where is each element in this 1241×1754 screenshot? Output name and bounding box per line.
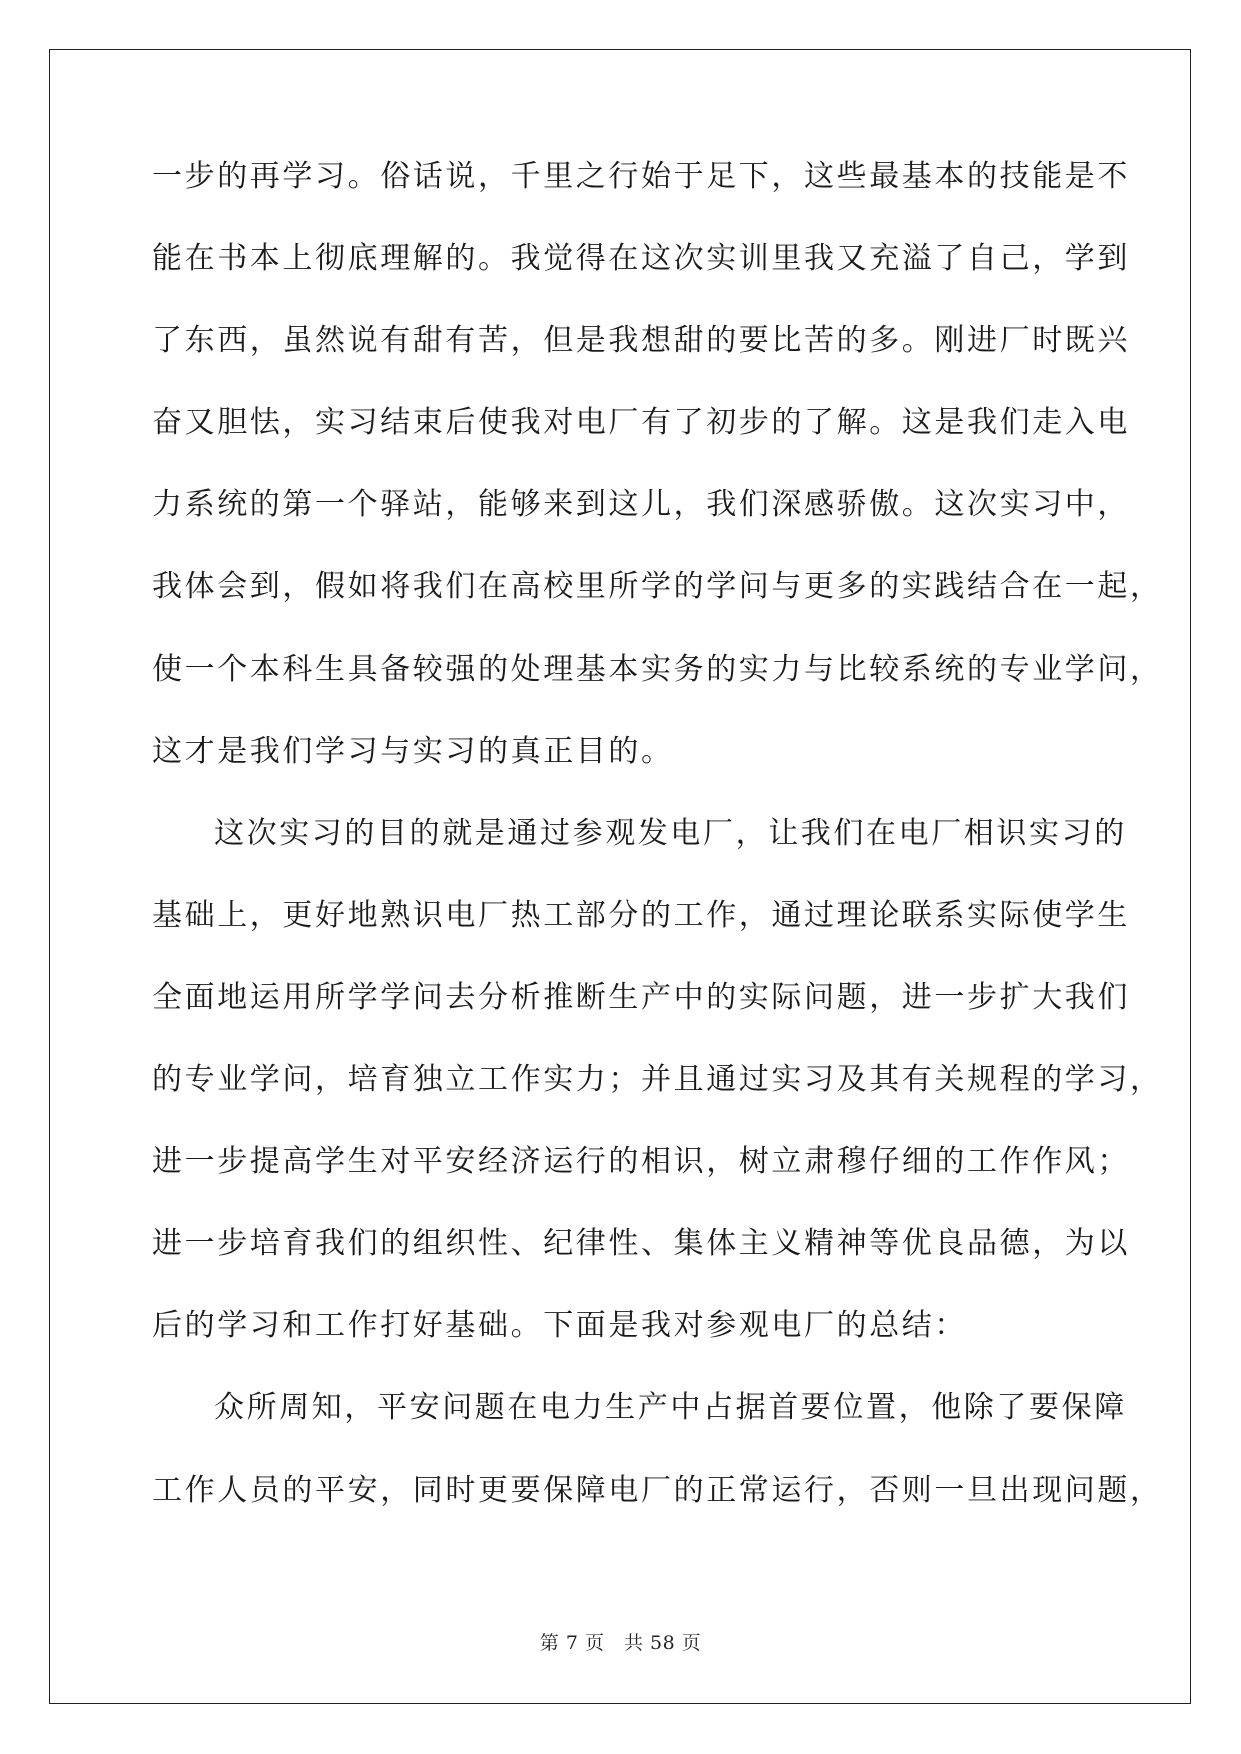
page-number-footer: 第 7 页 共 58 页 [539,1632,702,1654]
text-line: 进一步培育我们的组织性、纪律性、集体主义精神等优良品德，为以 [152,1226,1130,1262]
text-line: 能在书本上彻底理解的。我觉得在这次实训里我又充溢了自己，学到 [152,241,1130,277]
text-line: 奋又胆怯，实习结束后使我对电厂有了初步的了解。这是我们走入电 [152,405,1130,441]
text-line: 全面地运用所学学问去分析推断生产中的实际问题，进一步扩大我们 [152,979,1130,1015]
text-line: 工作人员的平安，同时更要保障电厂的正常运行，否则一旦出现问题， [152,1472,1163,1508]
text-line: 进一步提高学生对平安经济运行的相识，树立肃穆仔细的工作作风； [152,1144,1130,1180]
text-line: 后的学习和工作打好基础。下面是我对参观电厂的总结： [152,1308,967,1344]
paragraph-start-line: 这次实习的目的就是通过参观发电厂，让我们在电厂相识实习的 [214,815,1127,851]
text-line: 这才是我们学习与实习的真正目的。 [152,733,674,769]
text-line: 我体会到，假如将我们在高校里所学的学问与更多的实践结合在一起， [152,569,1163,605]
text-line: 基础上，更好地熟识电厂热工部分的工作，通过理论联系实际使学生 [152,897,1130,933]
text-line: 使一个本科生具备较强的处理基本实务的实力与比较系统的专业学问， [152,651,1163,687]
paragraph-start-line: 众所周知，平安问题在电力生产中占据首要位置，他除了要保障 [214,1390,1127,1426]
text-line: 一步的再学习。俗话说，千里之行始于足下，这些最基本的技能是不 [152,159,1130,194]
text-line: 力系统的第一个驿站，能够来到这儿，我们深感骄傲。这次实习中， [152,487,1130,523]
text-line: 了东西，虽然说有甜有苦，但是我想甜的要比苦的多。刚进厂时既兴 [152,323,1130,359]
text-line: 的专业学问，培育独立工作实力；并且通过实习及其有关规程的学习， [152,1062,1163,1098]
document-body [152,155,1163,1551]
